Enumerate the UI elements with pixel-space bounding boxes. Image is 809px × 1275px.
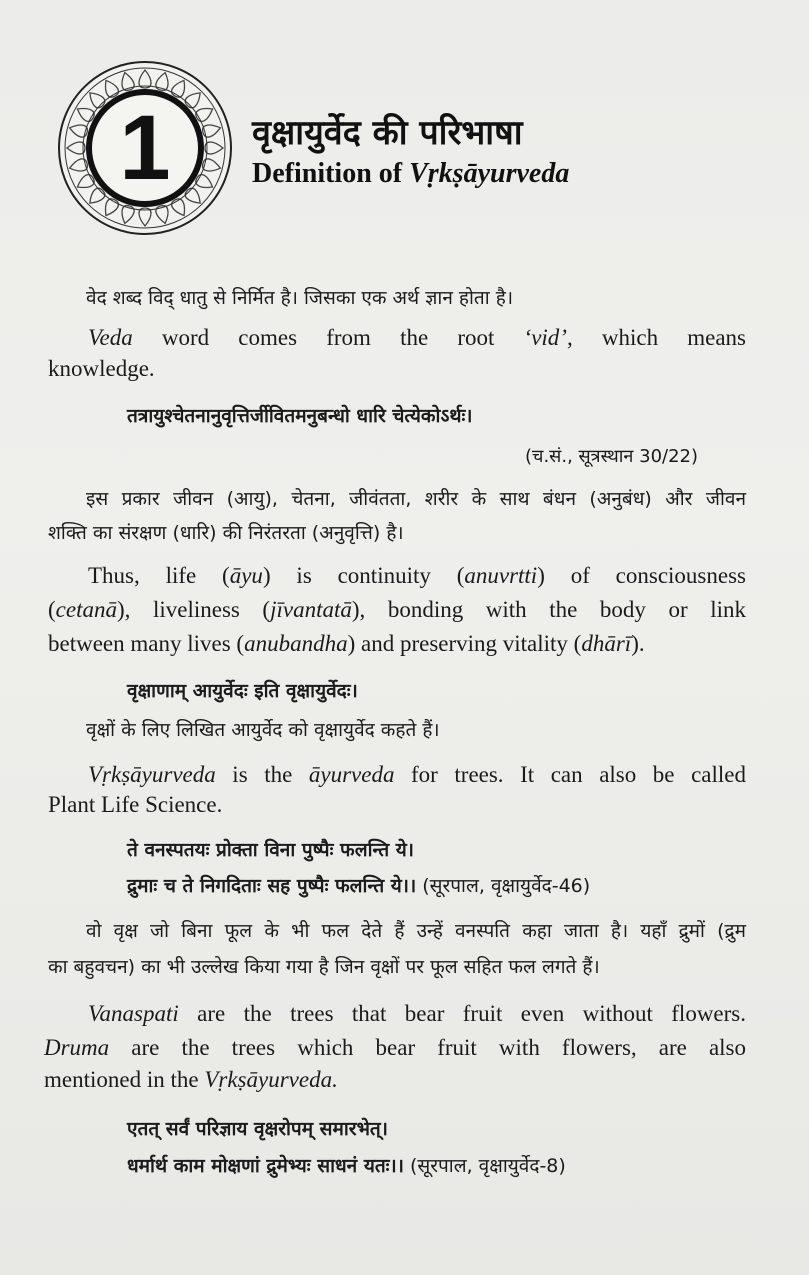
shloka-4-reference: (सूरपाल, वृक्षायुर्वेद-8) bbox=[403, 1155, 566, 1177]
shloka-3-line-1: ते वनस्पतयः प्रोक्ता विना पुष्पैः फलन्ति ये। bbox=[127, 839, 415, 861]
para-8-line-2 bbox=[44, 1035, 746, 1061]
term-vid: ‘vid’ bbox=[523, 325, 567, 350]
para-3-line-2: शक्ति का संरक्षण (धारि) की निरंतरता (अनुवृत्ति) है। bbox=[48, 522, 404, 544]
text: are the trees that bear fruit even without flowers. bbox=[178, 1001, 746, 1026]
shloka-text: द्रुमाः च ते निगदिताः सह पुष्पैः फलन्ति ये।। bbox=[127, 875, 417, 897]
term: Vṛkṣāyurveda. bbox=[204, 1067, 338, 1092]
chapter-title-hindi: वृक्षायुर्वेद की परिभाषा bbox=[252, 113, 523, 153]
shloka-text: धर्मार्थ काम मोक्षणां द्रुमेभ्यः साधनं यतः।। bbox=[127, 1155, 404, 1177]
text: for trees. It can also be called bbox=[394, 762, 746, 787]
text: , which means bbox=[566, 325, 746, 350]
shloka-3-reference: (सूरपाल, वृक्षायुर्वेद-46) bbox=[416, 875, 591, 897]
text: ) and preserving vitality ( bbox=[347, 631, 582, 656]
text: Thus, life ( bbox=[88, 563, 230, 588]
term: Vṛkṣāyurveda bbox=[88, 762, 216, 787]
para-3-line-1: इस प्रकार जीवन (आयु), चेतना, जीवंतता, शरीर के साथ बंधन (अनुबंध) और जीवन bbox=[86, 488, 746, 510]
para-1-hindi: वेद शब्द विद् धातु से निर्मित है। जिसका एक अर्थ ज्ञान होता है। bbox=[86, 287, 514, 309]
text: are the trees which bear fruit with flowers, are also bbox=[109, 1035, 746, 1060]
term: jīvantatā bbox=[270, 597, 352, 622]
text: ). bbox=[631, 631, 645, 656]
para-4-line-3 bbox=[48, 631, 645, 657]
text: between many lives ( bbox=[48, 631, 245, 656]
term-veda: Veda bbox=[88, 325, 133, 350]
term: dhārī bbox=[581, 631, 632, 656]
para-8-line-3 bbox=[44, 1067, 338, 1093]
text: mentioned in the bbox=[44, 1067, 205, 1092]
para-4-line-2 bbox=[48, 597, 746, 623]
shloka-2: वृक्षाणाम् आयुर्वेदः इति वृक्षायुर्वेदः। bbox=[127, 680, 358, 702]
term: āyurveda bbox=[308, 762, 395, 787]
para-2-line-2: knowledge. bbox=[48, 356, 155, 381]
para-7-line-2: का बहुवचन) का भी उल्लेख किया गया है जिन वृक्षों पर फूल सहित फल लगते हैं। bbox=[48, 956, 600, 978]
term: cetanā bbox=[55, 597, 117, 622]
para-2-line-1 bbox=[88, 325, 746, 351]
para-7-line-1: वो वृक्ष जो बिना फूल के भी फल देते हैं उन्हें वनस्पति कहा जाता है। यहाँ द्रुमों (द्रुम bbox=[86, 920, 746, 942]
text: ( bbox=[48, 597, 56, 622]
text: word comes from the root bbox=[132, 325, 524, 350]
text: ) of consciousness bbox=[537, 563, 746, 588]
term: āyu bbox=[229, 563, 263, 588]
shloka-1-reference: (च.सं., सूत्रस्थान 30/22) bbox=[525, 446, 699, 467]
title-en-prefix: Definition of bbox=[252, 158, 410, 189]
text: ) is continuity ( bbox=[262, 563, 465, 588]
para-5-hindi: वृक्षों के लिए लिखित आयुर्वेद को वृक्षायुर्वेद कहते हैं। bbox=[86, 719, 440, 741]
title-en-term: Vṛkṣāyurveda bbox=[409, 158, 570, 189]
chapter-number: 1 bbox=[119, 97, 171, 199]
shloka-4-line-1: एतत् सर्वं परिज्ञाय वृक्षरोपम् समारभेत्। bbox=[127, 1118, 388, 1140]
para-8-line-1 bbox=[88, 1001, 746, 1027]
text: is the bbox=[215, 762, 309, 787]
para-6-line-1 bbox=[88, 762, 746, 788]
shloka-1: तत्रायुश्चेतनानुवृत्तिर्जीवितमनुबन्धो धारि चेत्येकोऽर्थः। bbox=[127, 405, 473, 427]
term: anubandha bbox=[244, 631, 348, 656]
term: anuvrtti bbox=[464, 563, 538, 588]
text: ), liveliness ( bbox=[116, 597, 271, 622]
para-6-line-2: Plant Life Science. bbox=[48, 792, 223, 817]
term: Vanaspati bbox=[88, 1001, 179, 1026]
text: ), bonding with the body or link bbox=[351, 597, 746, 622]
term: Druma bbox=[44, 1035, 110, 1060]
para-4-line-1 bbox=[88, 563, 746, 589]
shloka-4-line-2 bbox=[127, 1152, 566, 1178]
shloka-3-line-2 bbox=[127, 872, 590, 898]
